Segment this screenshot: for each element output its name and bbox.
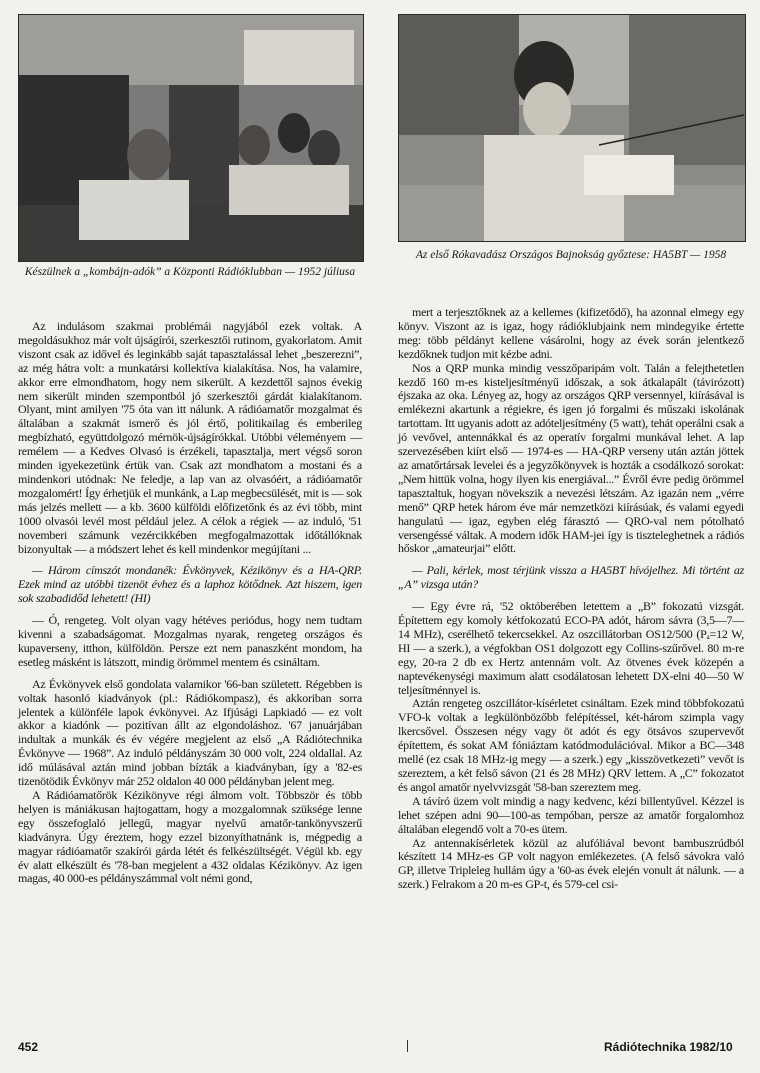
article-right-column bbox=[398, 306, 744, 892]
article-left-column bbox=[18, 320, 362, 886]
photo-fox-hunt-winner bbox=[398, 14, 746, 242]
paragraph: — Ó, rengeteg. Volt olyan vagy hétéves periódus, hogy nem tudtam kivenni a szabadságomat. Mozgalmas nyarak, rengeteg országos és kupaverseny, itthon, külföldön. Persze ezt nem panaszként mondom, ha esetleg másként is látszott, mindig örömmel mentem és csináltam. bbox=[18, 613, 362, 669]
interview-question: — Három címszót mondanék: Évkönyvek, Kézikönyv és a HA-QRP. Ezek mind az utóbbi tizenöt évhez és a laphoz kötődnek. Azt hiszem, igen sok szabadidőd lehetett! (HI) bbox=[18, 563, 362, 606]
paragraph: A távíró üzem volt mindig a nagy kedvenc, kézi billentyűvel. Kézzel is lehet szépen adni 90—100-as tempóban, persze az amatőr forgalomhoz általában elegendő volt a 70-es ütem. bbox=[398, 793, 744, 836]
photo-radio-club-workshop bbox=[18, 14, 364, 262]
paragraph: Nos a QRP munka mindig vesszőparipám volt. Talán a felejthetetlen kezdő 160 m-es kisteljesítményű időszak, a sok átkalapált (távirózott) éjszaka az oka. Lényeg az, hogy az országos QRP versennyel, kiírásával is emlékezni akartunk a régiekre, és igen jó forgalmi és műszaki iskolának tartottam. Itt ugyanis adott az adóteljesítmény (5 watt), tehát operálni csak a jó vevővel, antennákkal és az operatív forgalmi munkával lehet. A lap szervezésében kiírt első — 1974-es — HA-QRP verseny után aztán jöttek az amatőrtársak levelei és a jegyzőkönyvek is hozták a csodálkozó sorokat: „Nem hittük volna, hogy ilyen kis energiával...” Évről évre pedig örömmel tapasztaltuk, hogyan növekszik a nevezési létszám. Az igazán nem „vérre menő” QRP hetek három éve már nemzetközi kiírásúak, és valami egyedi hangulatú — igaz, egyben elég fárasztó — QRO-val nem pótolható versengéssé váltak. A modern idők HAM-jei így is tiszteleghetnek a rádiós hőskor „amateurjai” előtt. bbox=[398, 360, 744, 556]
paragraph: A Rádióamatőrök Kézikönyve régi álmom volt. Többször és több helyen is mániákusan hajtogattam, hogy a mozgalomnak szüksége lenne egy összefoglaló jellegű, magyar nyelvű amatőr-tankönyvszerű kiadványra. Úgy éreztem, hogy ezzel bizonyíthatnánk is, mégpedig a magyar rádióamatőr szakírói gárda létét és felkészültségét. Végül kb. egy év alatt elkészült és '78-ban megjelent a 432 oldalas Kézikönyv. Az igen magas, 40 000-es példányszámmal volt némi gond, bbox=[18, 788, 362, 886]
paragraph: — Egy évre rá, '52 októberében letettem a „B” fokozatú vizsgát. Építettem egy komoly kétfokozatú ECO-PA adót, három sávra (3,5—7—14 MHz), cserélhető tekercsekkel. Az oszcillátorban OS12/500 (Pₐ=12 W, HI — a szerk.), a végfokban OS1 dolgozott egy Collins-szűrővel. 80 m-re egy, 20-ra 2 db ex Hertz antennám volt. Az ötvenes évek közepén a naptevékenységi maximum alatt csodálatosan lehetett DX-elni 40—50 W teljesítménnyel is. bbox=[398, 599, 744, 697]
journal-issue: Rádiótechnika 1982/10 bbox=[604, 1040, 733, 1054]
paragraph: Az indulásom szakmai problémái nagyjából ezek voltak. A megoldásukhoz már volt újságírói, szerkesztői rutinom, gyakorlatom. Amit viszont csak az idővel és leginkább saját tapasztalással lehet „beszerezni”, az még hátra volt: a munkatársi kollektíva kialakítása. Nos, ha valamire, akkor erre elmondhatom, hogy nem sikerült. A kezdettől sajnos évekig nem sikerült minden szempontból jó szerkesztői gárdát kialakítanom. Olyant, mint amilyen '75 óta van itt nálunk. A rádióamatőr mozgalmat és általában a szakmát ismerő és jól értő, politikailag és emberileg megbízható, együttdolgozó mérnök-újságírókkal. Utóbbi véleményem — remélem — a Kedves Olvasó is érzékeli, tapasztalja, mert végső soron minden igyekezetünk értük van. Csak azt mondhatom a mostani és a mindenkori utódnak: Ne feledje, a lap van az olvasóért, a rádióamatőr mozgalomért! Így érhetjük el munkánk, a Lap megbecsülését, mit is — sok más jelzés mellett — a kb. 3600 külföldi előfizetőnk és az évi több, mint 1000 olvasói levél most például jelez. A célok a régiek — az induló, '51 novemberi számunk vezércikkében megfogalmazottak időtállóknak bizonyultak — a módszert lehet és kell mindenkor megújítani ... bbox=[18, 319, 362, 556]
interview-question: — Pali, kérlek, most térjünk vissza a HA5BT hívójelhez. Mi történt az „A” vizsga után? bbox=[398, 563, 744, 592]
workshop-photo-graphic bbox=[19, 15, 363, 261]
paragraph: Az antennakísérletek közül az alufóliával bevont bambuszrúdból készített 14 MHz-es GP volt nagyon emlékezetes. (A felső sávokra való GP, illetve Tripleleg hullám úgy a '60-as évek elején vonult át nálunk. — a szerk.) Felrakom a 20 m-es GP-t, és 579-cel csi- bbox=[398, 835, 744, 892]
footer-divider bbox=[407, 1040, 408, 1052]
caption-right-photo: Az első Rókavadász Országos Bajnokság győztese: HA5BT — 1958 bbox=[415, 249, 727, 261]
paragraph: mert a terjesztőknek az a kellemes (kifizetődő), ha azonnal elmegy egy könyv. Viszont az is igaz, hogy rádióklubjaink nem mindegyike értette meg: több példányt kellene vásárolni, hogy az évek során jelentkező kezdőknek tudjon mit kézbe adni. bbox=[398, 305, 744, 361]
caption-left-photo: Készülnek a „kombájn-adók” a Központi Rádióklubban — 1952 júliusa bbox=[24, 266, 356, 278]
paragraph: Aztán rengeteg oszcillátor-kísérletet csináltam. Ezek mind többfokozatú VFO-k voltak a legkülönbözőbb felépítéssel, két-három szimpla vagy lkercsővel. Összesen négy vagy öt adót és egy ötsávos szupervevőt építettem, és sokat AM fóniáztam katódmodulációval. Mikor a BC—348 mellé (ez csak 18 MHz-ig megy — a szerk.) egy „kisszövetkezeti” vevőt is szereztem, a két felső sávon (21 és 28 MHz) QRV lettem. A „C” fokozatot és angol amatőr nyelvvizsgát '58-ban szereztem meg. bbox=[398, 696, 744, 794]
page-number: 452 bbox=[18, 1040, 39, 1054]
field-photo-graphic bbox=[399, 15, 745, 241]
paragraph: Az Évkönyvek első gondolata valamikor '66-ban született. Régebben is voltak hasonló kiadványok (pl.: Rádiókompasz), és akkoriban sorra jelentek a különféle lapok évkönyvei. Az Ifjúsági Lapkiadó — ez volt akkor a kiadónk — pozitívan állt az elgondoláshoz. '67 januárjában indultak a munkák és év végére megjelent az első „A Rádiótechnika Évkönyve — 1968”. Az induló példányszám 30 000 volt, 224 oldallal. Az idő múlásával aztán mind jobban bízták a kiadványban, így a '82-es tizenötödik Évkönyv már 252 oldalon 40 000 példányban jelent meg. bbox=[18, 676, 362, 789]
